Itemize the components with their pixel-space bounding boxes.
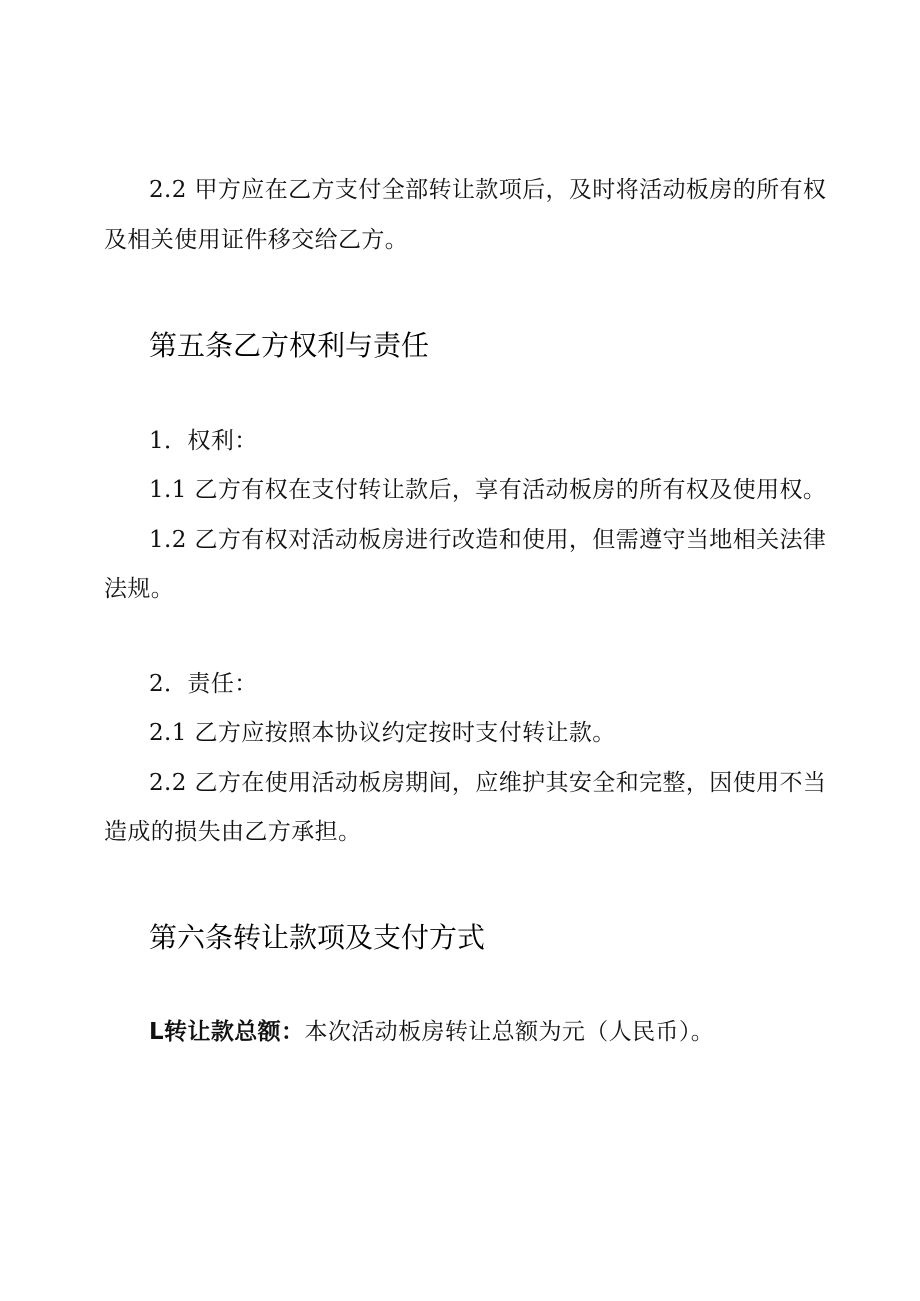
rights-label: 1．权利：: [149, 428, 258, 454]
rights-clause-1-1: 1.1 乙方有权在支付转让款后，享有活动板房的所有权及使用权。: [149, 477, 827, 503]
duties-clause-2-2-line-1: 2.2 乙方在使用活动板房期间，应维护其安全和完整，因使用不当: [149, 770, 827, 796]
transfer-total-text: 本次活动板房转让总额为元（人民币）。: [304, 1019, 715, 1045]
transfer-total-label: L转让款总额：: [149, 1019, 305, 1045]
section-6-heading: 第六条转让款项及支付方式: [149, 921, 486, 954]
rights-clause-1-2-line-2: 法规。: [104, 576, 175, 602]
clause-2-2-line-2: 及相关使用证件移交给乙方。: [104, 227, 409, 253]
transfer-total-line: [149, 1017, 714, 1047]
clause-2-2-line-1: 2.2 甲方应在乙方支付全部转让款项后，及时将活动板房的所有权: [149, 177, 827, 203]
duties-clause-2-1: 2.1 乙方应按照本协议约定按时支付转让款。: [149, 720, 616, 746]
duties-clause-2-2-line-2: 造成的损失由乙方承担。: [104, 819, 362, 845]
section-5-heading: 第五条乙方权利与责任: [149, 329, 430, 362]
rights-clause-1-2-line-1: 1.2 乙方有权对活动板房进行改造和使用，但需遵守当地相关法律: [149, 527, 827, 553]
duties-label: 2．责任：: [149, 671, 258, 697]
